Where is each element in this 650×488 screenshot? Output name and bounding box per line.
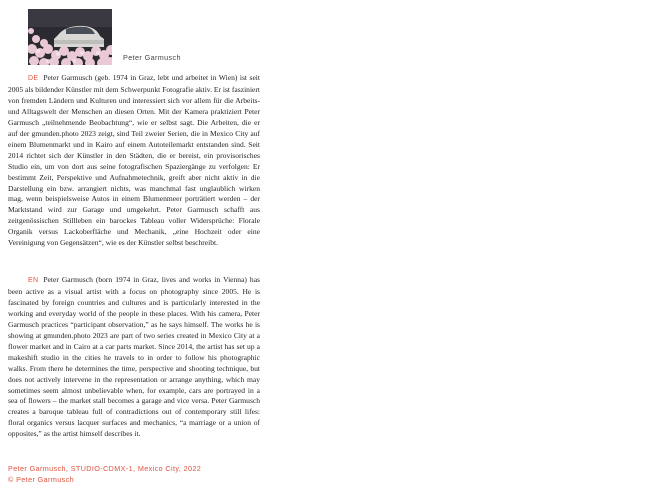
bio-german bbox=[8, 73, 260, 249]
artist-name-label: Peter Garmusch bbox=[123, 53, 181, 62]
lang-tag-de: DE bbox=[28, 75, 39, 82]
bio-english bbox=[8, 275, 260, 440]
artwork-caption: Peter Garmusch, STUDIO-CDMX-1, Mexico City, 2022 bbox=[8, 464, 202, 473]
lang-tag-en: EN bbox=[28, 277, 39, 284]
bio-english-text: Peter Garmusch (born 1974 in Graz, lives and works in Vienna) has been active as a visual artist with a focus on photography since 2005. He is fascinated by foreign countries and cultures and is particularly interested in the working and everyday world of the people in these places. With his camera, Peter Garmusch practices “participant observation,” as he says himself. The works he is showing at gmunden.photo 2023 are part of two series created in Mexico City at a flower market and in Cairo at a car parts market. Since 2014, the artist has set up a makeshift studio in the cities he travels to in order to follow his photographic walks. From there he determines the time, perspective and shooting technique, but does not actively intervene in the representation or arrange anything, which may sometimes seem almost unbelievable when, for example, cars are portrayed in a sea of flowers – the market stall becomes a garage and vice versa. Peter Garmusch creates a baroque tableau full of contradictions out of contemporary still lifes: floral organics versus lacquer surfaces and mechanics, “a marriage or a union of opposites,” as the artist himself describes it. bbox=[8, 275, 260, 439]
artwork-thumbnail[interactable] bbox=[28, 9, 112, 65]
copyright-notice: © Peter Garmusch bbox=[8, 475, 75, 484]
bio-german-text: Peter Garmusch (geb. 1974 in Graz, lebt und arbeitet in Wien) ist seit 2005 als bildender Künstler mit dem Schwerpunkt Fotografie aktiv. Er ist fasziniert von fremden Ländern und Kulturen und interessiert sich vor allem für die Arbeits- und Alltagswelt der Menschen an diesen Orten. Mit der Kamera praktiziert Peter Garmusch „teilnehmende Beobachtung“, wie er selbst sagt. Die Arbeiten, die er auf der gmunden.photo 2023 zeigt, sind Teil zweier Serien, die in Mexico City auf einem Blumenmarkt und in Kairo auf einem Autoteilemarkt entstanden sind. Seit 2014 richtet sich der Künstler in den Städten, die er bereist, ein provisorisches Studio ein, um von dort aus seine fotografischen Spaziergänge zu verfolgen: Er bestimmt Zeit, Perspektive und Aufnahmetechnik, greift aber nicht aktiv in die Darstellung ein bzw. arrangiert nichts, was manchmal fast unglaublich wirken mag, wenn beispielsweise Autos in einem Blumenmeer porträtiert werden – der Marktstand wird zur Garage und umgekehrt. Peter Garmusch schafft aus zeitgenössischen Stillleben ein barockes Tableau voller Widersprüche: Florale Organik versus Lackoberfläche und Mechanik, „eine Hochzeit oder eine Vereinigung von Gegensätzen“, wie es der Künstler selbst beschreibt. bbox=[8, 73, 260, 248]
car-in-flowers-image bbox=[28, 9, 112, 65]
